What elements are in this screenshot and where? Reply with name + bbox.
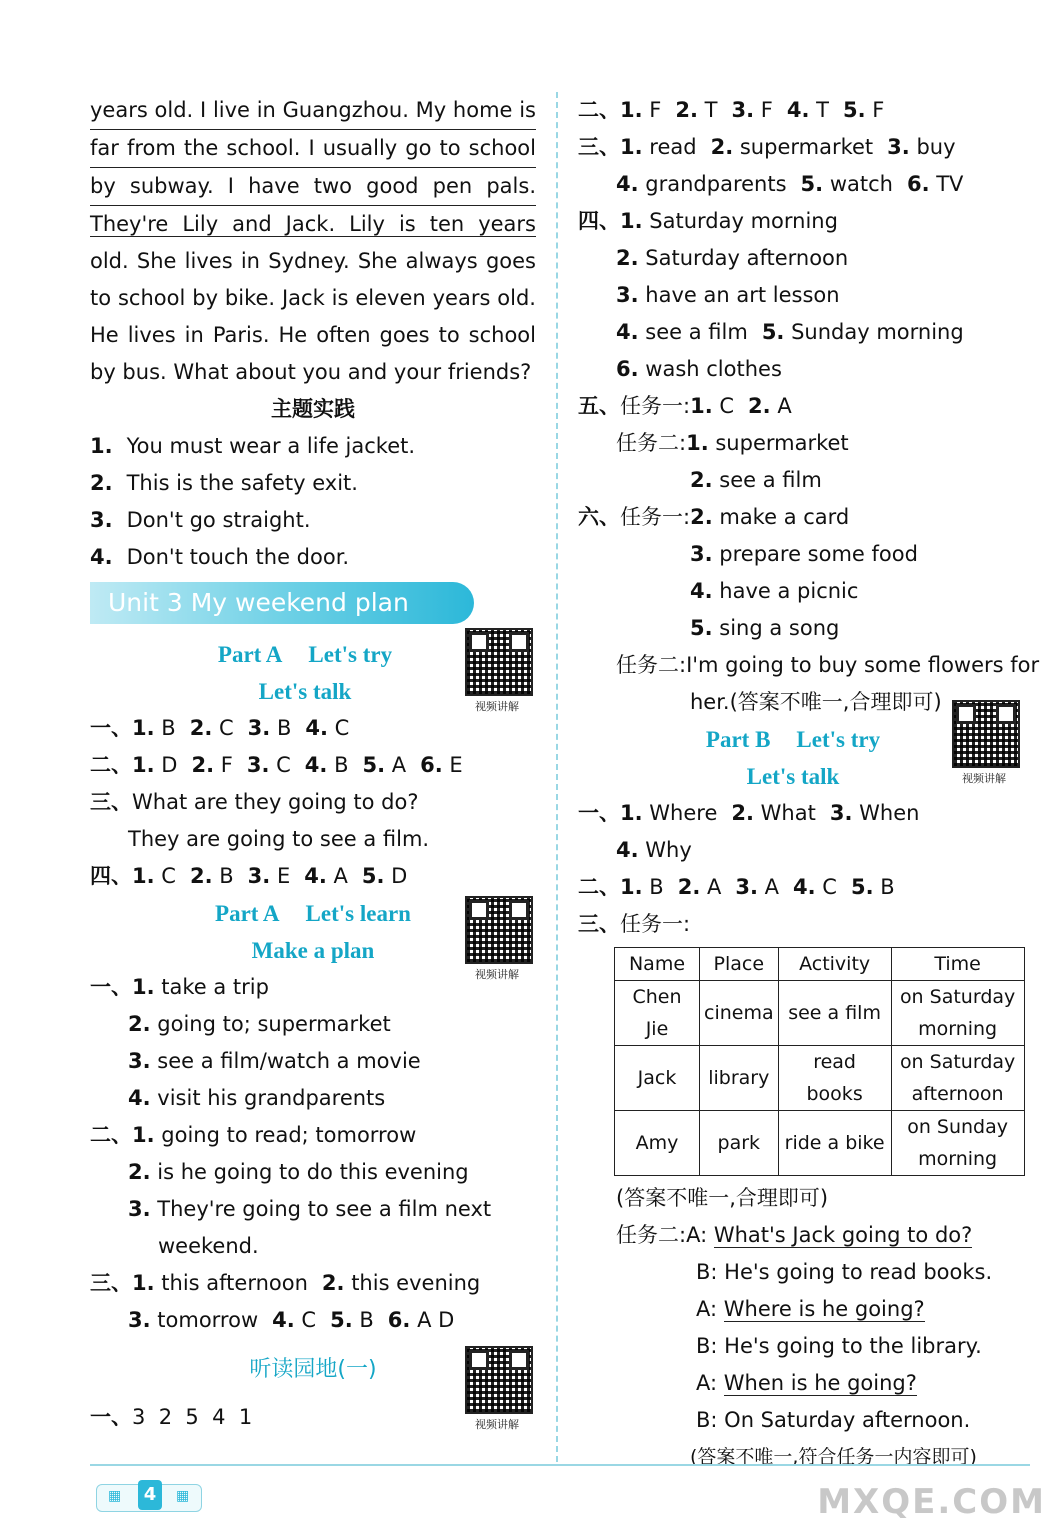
answer-line: 4. Why <box>616 838 692 862</box>
qr-label: 视频讲解 <box>475 968 519 981</box>
table-cell: on Saturday afternoon <box>891 1046 1024 1111</box>
answer-line: 3. see a film/watch a movie <box>128 1049 421 1073</box>
answer-line: 三、1. this afternoon 2. this evening <box>90 1271 481 1295</box>
table-cell: Jack <box>615 1046 700 1111</box>
paragraph-line: He lives in Paris. He often goes to school <box>90 323 536 347</box>
page-number: 4 <box>138 1480 162 1510</box>
qr-code-icon[interactable] <box>465 1346 533 1414</box>
answer-line: 3. have an art lesson <box>616 283 840 307</box>
answer-line: 三、What are they going to do? <box>90 790 419 814</box>
answer-line: 二、1. D 2. F 3. C 4. B 5. A 6. E <box>90 753 463 777</box>
table-row <box>615 1111 1025 1176</box>
paragraph-line: by bus. What about you and your friends? <box>90 360 532 384</box>
paragraph-line: by subway. I have two good pen pals. <box>90 168 536 206</box>
answer-line: 一、1. Where 2. What 3. When <box>578 801 920 825</box>
practice-item: 3. Don't go straight. <box>90 508 311 532</box>
answer-line: 一、1. B 2. C 3. B 4. C <box>90 716 350 740</box>
answer-line: They are going to see a film. <box>128 827 430 851</box>
qr-code-icon[interactable] <box>465 896 533 964</box>
table-note: (答案不唯一,合理即可) <box>616 1186 829 1210</box>
table-cell: cinema <box>700 981 779 1046</box>
answer-line: 任务二:I'm going to buy some flowers for <box>616 653 1040 677</box>
answer-line: 三、1. read 2. supermarket 3. buy <box>578 135 956 159</box>
activity-table <box>614 947 1025 1176</box>
table-header-row <box>615 948 1025 981</box>
answer-line: 一、1. take a trip <box>90 975 269 999</box>
paragraph-line: old. She lives in Sydney. She always goes <box>90 249 536 273</box>
section-subheading: Let's talk <box>258 679 352 704</box>
qr-code-icon[interactable] <box>952 700 1020 768</box>
answer-line: 五、任务一:1. C 2. A <box>578 394 792 418</box>
left-column <box>90 92 536 1436</box>
section-subheading: Let's talk <box>746 764 840 789</box>
table-cell: read books <box>778 1046 891 1111</box>
grid-icon: ▦ <box>108 1488 122 1504</box>
practice-item: 4. Don't touch the door. <box>90 545 350 569</box>
unit-title-banner: Unit 3 My weekend plan <box>90 582 474 624</box>
paragraph-line: They're Lily and Jack. Lily is ten years <box>90 212 536 236</box>
table-cell: on Sunday morning <box>891 1111 1024 1176</box>
answer-line: 四、1. Saturday morning <box>578 209 838 233</box>
answer-line: 3. They're going to see a film next <box>128 1197 492 1221</box>
paragraph-line: years old. I live in Guangzhou. My home is <box>90 92 536 130</box>
answer-line: 六、任务一:2. make a card <box>578 505 850 529</box>
table-header: Activity <box>778 948 891 981</box>
answer-line: 二、1. F 2. T 3. F 4. T 5. F <box>578 98 885 122</box>
section-heading: Part A Let's learn <box>215 901 411 926</box>
listen-title: 听读园地(一) <box>249 1357 377 1382</box>
answer-line: 4. have a picnic <box>690 579 859 603</box>
practice-item: 2. This is the safety exit. <box>90 471 358 495</box>
table-cell: Chen Jie <box>615 981 700 1046</box>
dialog-line: B: On Saturday afternoon. <box>696 1408 971 1432</box>
dialog-line: A: When is he going? <box>696 1371 917 1395</box>
section-subheading: Make a plan <box>251 938 375 963</box>
answer-line: 二、1. going to read; tomorrow <box>90 1123 417 1147</box>
qr-label: 视频讲解 <box>475 1418 519 1431</box>
section-heading: Part B Let's try <box>705 727 881 752</box>
answer-line: weekend. <box>158 1234 259 1258</box>
answer-line: 四、1. C 2. B 3. E 4. A 5. D <box>90 864 408 888</box>
table-header: Place <box>700 948 779 981</box>
table-cell: see a film <box>778 981 891 1046</box>
practice-item: 1. You must wear a life jacket. <box>90 434 416 458</box>
answer-line: 5. sing a song <box>690 616 840 640</box>
answer-line: 2. is he going to do this evening <box>128 1160 469 1184</box>
qr-label: 视频讲解 <box>475 700 519 713</box>
final-note: (答案不唯一,符合任务一内容即可) <box>690 1446 977 1468</box>
answer-line: 任务二:1. supermarket <box>616 431 849 455</box>
answer-line: 6. wash clothes <box>616 357 782 381</box>
dialog-line: 任务二:A: What's Jack going to do? <box>616 1223 973 1247</box>
table-header: Name <box>615 948 700 981</box>
answer-line: 3. prepare some food <box>690 542 918 566</box>
dialog-line: A: Where is he going? <box>696 1297 925 1321</box>
answer-line: 三、任务一: <box>578 912 691 936</box>
dialog-line: B: He's going to read books. <box>696 1260 993 1284</box>
answer-line: 3. tomorrow 4. C 5. B 6. A D <box>128 1308 455 1332</box>
grid-icon: ▦ <box>176 1488 190 1504</box>
table-cell: Amy <box>615 1111 700 1176</box>
answer-line: 4. grandparents 5. watch 6. TV <box>616 172 964 196</box>
qr-code-icon[interactable] <box>465 628 533 696</box>
paragraph-line: to school by bike. Jack is eleven years old. <box>90 286 536 310</box>
answer-line: 2. see a film <box>690 468 822 492</box>
column-divider <box>556 92 558 1462</box>
watermark: MXQE.COM <box>817 1482 1046 1522</box>
table-cell: on Saturday morning <box>891 981 1024 1046</box>
table-cell: park <box>700 1111 779 1176</box>
paragraph-line: far from the school. I usually go to school <box>90 130 536 168</box>
table-cell: ride a bike <box>778 1111 891 1176</box>
answer-line: 2. Saturday afternoon <box>616 246 849 270</box>
qr-label: 视频讲解 <box>962 772 1006 785</box>
answer-line: 4. visit his grandparents <box>128 1086 386 1110</box>
section-heading: Part A Let's try <box>217 642 393 667</box>
answer-line: 一、3 2 5 4 1 <box>90 1405 253 1429</box>
footer-rule <box>90 1464 1030 1466</box>
table-cell: library <box>700 1046 779 1111</box>
answer-line: her.(答案不唯一,合理即可) <box>690 690 942 714</box>
dialog-line: B: He's going to the library. <box>696 1334 982 1358</box>
answer-line: 4. see a film 5. Sunday morning <box>616 320 964 344</box>
table-header: Time <box>891 948 1024 981</box>
answer-line: 二、1. B 2. A 3. A 4. C 5. B <box>578 875 895 899</box>
table-row <box>615 1046 1025 1111</box>
practice-title: 主题实践 <box>271 397 355 421</box>
answer-line: 2. going to; supermarket <box>128 1012 391 1036</box>
table-row <box>615 981 1025 1046</box>
